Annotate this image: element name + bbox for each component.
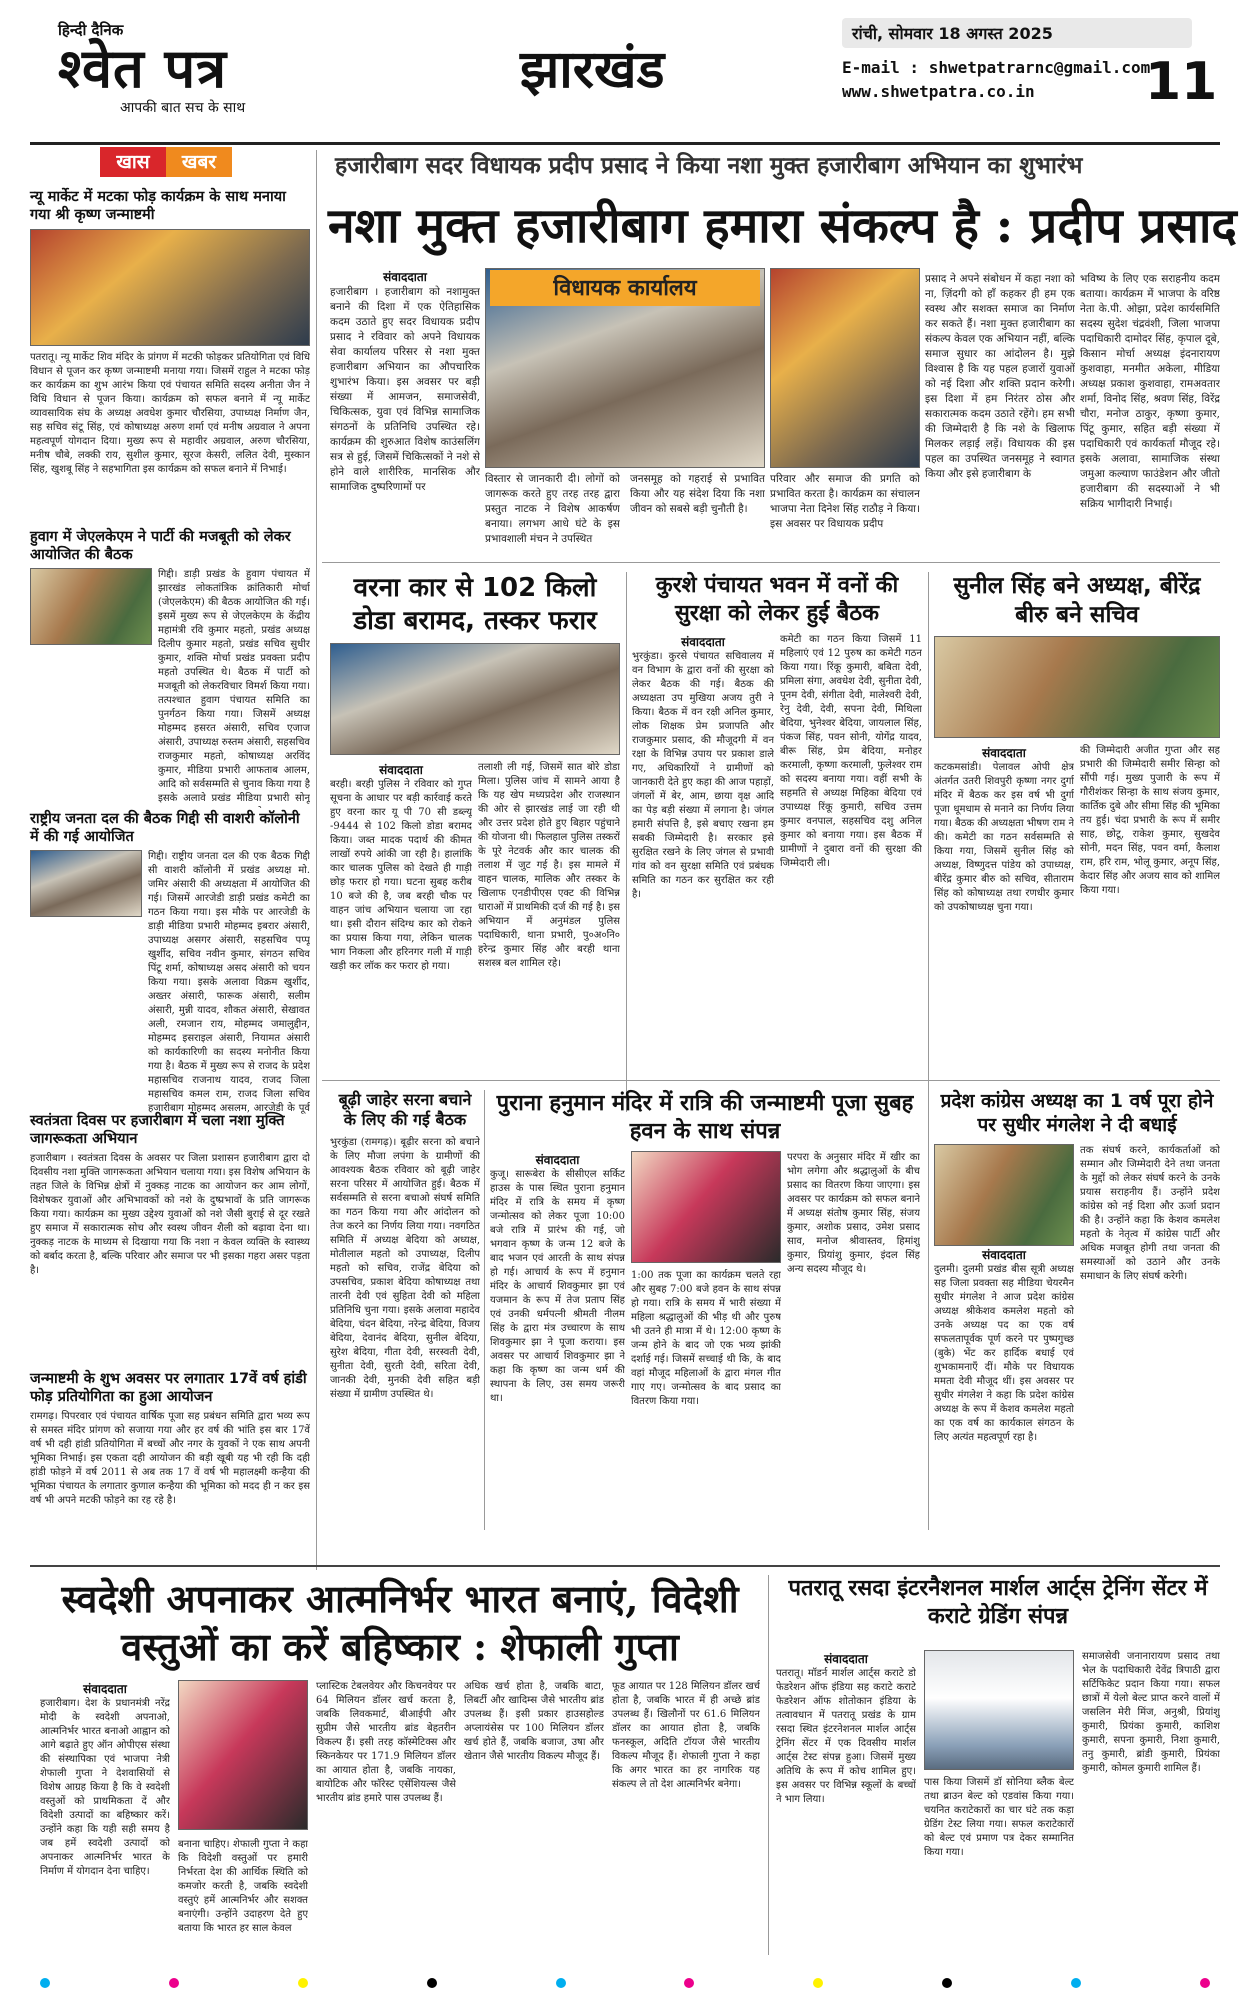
story-photo	[30, 229, 310, 346]
story-headline: जन्माष्टमी के शुभ अवसर पर लगातार 17वें वर्ष हांडी फोड़ प्रतियोगिता का हुआ आयोजन	[30, 1371, 307, 1406]
story-body: 1:00 तक पूजा का कार्यक्रम चलते रहा और सुबह 7:00 बजे हवन के साथ संपन्न हो गया। रात्रि के समय में भारी संख्या में महिला श्रद्धालुओं की भीड़ थी और पुरुष भी उतने ही मात्रा में थे। 12:00 कृष्ण के जन्म होने के बाद जो एक भव्य झांकी दर्शाई गई। जिसमें सच्चाई थी कि, के बाद वहां मौजूद महिलाओं के द्वारा मंगल गीत गाए गए। जन्मोत्सव के बाद प्रसाद का वितरण किया गया।	[631, 1270, 781, 1407]
story-body: तक संघर्ष करने, कार्यकर्ताओं को सम्मान और जिम्मेदारी देने तथा जनता के मुद्दों को लेकर संघर्ष करने के उनके प्रयास सराहनीय हैं। उन्होंने प्रदेश कांग्रेस को नई दिशा और ऊर्जा प्रदान की है। उन्होंने कहा कि केशव कमलेश महतो के नेतृत्व में कांग्रेस पार्टी और अधिक मजबूत होगी तथा जनता की समस्याओं को उठाने और उनके समाधान के लिए संघर्ष करेगी।	[1080, 1144, 1220, 1282]
khas-label: खास	[100, 147, 166, 177]
story-budhi	[330, 1090, 480, 1506]
newspaper-name: श्वेत पत्र	[58, 36, 228, 100]
story-body: पतरातू। मॉडर्न मार्शल आर्ट्स कराटे डो फेडरेशन ऑफ इंडिया सह कराटे कराटे फेडरेशन ऑफ शोतोकान इंडिया के तत्वावधान में पतरातू प्रखंड के ग्राम रसदा स्थित इंटरनेशनल मार्शल आर्ट्स ट्रेनिंग सेंटर में एक दिवसीय मार्शल आर्ट्स टेस्ट संपन्न हुआ। जिसमें मुख्य अतिथि के रूप में कोच शामिल हुए। इस अवसर पर विभिन्न स्कूलों के बच्चों ने भाग लिया।	[776, 1668, 916, 1805]
story-byline: संवाददाता	[83, 1682, 127, 1696]
story-body: हजारीबाग । स्वतंत्रता दिवस के अवसर पर जिला प्रशासन हजारीबाग द्वारा दो दिवसीय नशा मुक्ति जागरूकता अभियान चलाया गया। इस विशेष अभियान के तहत जिले के विभिन्न क्षेत्रों में नुक्कड़ नाटक का आयोजन कर आम लोगों, विशेषकर युवाओं और अभिभावकों को नशे के दुष्प्रभावों के प्रति जागरूक किया गया। कार्यक्रम का मुख्य उद्देश्य युवाओं को नशे जैसी बुराई से दूर रखते हुए समाज में सकारात्मक सोच और स्वस्थ जीवन शैली को बढ़ावा देना था। नुक्कड़ नाटक के माध्यम से दिखाया गया कि नशा न केवल व्यक्ति के स्वास्थ्य को बर्बाद करता है, बल्कि परिवार और समाज पर भी इसका गहरा असर पड़ता है।	[30, 1153, 310, 1277]
lead-headline: नशा मुक्त हजारीबाग हमारा संकल्प है : प्रदीप प्रसाद	[328, 198, 1237, 254]
lead-text: परिवार और समाज की प्रगति को प्रभावित करता है। कार्यक्रम का संचालन भाजपा नेता दिनेश सिंह राठौड़ ने किया। इस अवसर पर विधायक प्रदीप	[770, 473, 920, 530]
story-headline: न्यू मार्केट में मटका फोड़ कार्यक्रम के साथ मनाया गया श्री कृष्ण जन्माष्टमी	[30, 189, 286, 224]
story-headline: प्रदेश कांग्रेस अध्यक्ष का 1 वर्ष पूरा होने पर सुधीर मंगलेश ने दी बधाई	[940, 1090, 1214, 1136]
column-divider	[316, 150, 317, 1570]
magenta-dot	[169, 1978, 179, 1988]
page-number: 11	[1145, 52, 1218, 112]
story-body: समाजसेवी जनानारायण प्रसाद तथा भेल के पदाधिकारी देवेंद्र त्रिपाठी द्वारा सर्टिफिकेट प्रदान किया गया। सफल छात्रों में येलो बेल्ट प्राप्त करने वालों में जसलिन मेरी मिंज, अनुश्री, प्रियांशु कुमारी, प्रियंका कुमारी, काशिश कुमारी, सपना कुमारी, निशा कुमारी, तनु कुमारी, ब्रांडी कुमारी, प्रियंका कुमारी, कोमल कुमारी शामिल हैं।	[1082, 1651, 1220, 1774]
lead-byline: संवाददाता	[383, 270, 427, 284]
story-body: गिद्दी। डाड़ी प्रखंड के हुवाग पंचायत में झारखंड लोकतांत्रिक क्रांतिकारी मोर्चा (जेएलकेएम) की बैठक आयोजित की गई। इसमें मुख्य रूप से जेएलकेएम के केंद्रीय महामंत्री रवि कुमार महतो, प्रखंड अध्यक्ष दिलीप कुमार महतो, प्रखंड सचिव सुधीर कुमार, शक्ति मोर्चा प्रखंड प्रवक्ता प्रदीप महतो उपस्थित थे। बैठक में पार्टी को मजबूती को लेकरविचार विमर्श किया गया। तत्पश्चात हुवाग पंचायत समिति का पुनर्गठन किया गया। जिसमें अध्यक्ष मोहम्मद हसरत अंसारी, सचिव एजाज अंसारी, उपाध्यक्ष रुस्तम अंसारी, सहसचिव राजकुमार महतो, कोषाध्यक्ष अरविंद कुमार, मीडिया प्रभारी आफताब आलम, आदि को सर्वसम्मति से चुनाव किया गया है इसके अलावे प्रखंड मीडिया प्रभारी सोनू	[158, 569, 310, 805]
story-headline: राष्ट्रीय जनता दल की बैठक गिद्दी सी वाशरी कॉलोनी में की गई आयोजित	[30, 811, 300, 846]
story-photo	[934, 636, 1220, 738]
khabar-label: खबर	[166, 147, 232, 177]
story-body: कुजू। सारूबेरा के सीसीएल सर्किट हाउस के पास स्थित पुराना हनुमान मंदिर में रात्रि के समय में कृष्ण जन्मोत्सव को लेकर पूजा 10:00 बजे रात्रि में प्रारंभ की गई, जो भगवान कृष्ण के जन्म 12 बजे के बाद भजन एवं आरती के साथ संपन्न हो गई। आचार्य के रूप में हनुमान मंदिर के आचार्य शिवकुमार झा एवं यजमान के रूप में तेज प्रताप सिंह एवं उनकी धर्मपत्नी श्रीमती नीलम सिंह के द्वारा मंत्र उच्चारण के साथ शिवकुमार झा ने पूजा कराया। इस अवसर पर आचार्य शिवकुमार झा ने कहा कि कृष्ण का जन्म धर्म की स्थापना के लिए, उस समय जरूरी था।	[490, 1169, 625, 1404]
story-body: बरही। बरही पुलिस ने रविवार को गुप्त सूचना के आधार पर बड़ी कार्रवाई करते हुए वरना कार यू पी 70 सी डब्ल्यू -9444 से 102 किलो डोडा बरामद किया। जब्त मादक पदार्थ की कीमत लाखों रुपये आंकी जा रही है। हालांकि कार चालक पुलिस को देखते ही गाड़ी छोड़ फरार हो गया। घटना सुबह करीब 10 बजे की है, जब बरही चौक पर वाहन जांच अभियान चलाया जा रहा था। इसी दौरान संदिग्ध कार को रोकने का प्रयास किया गया, लेकिन चालक भाग निकला और हरिनगर गली में गाड़ी खड़ी कर लॉक कर फरार हो गया।	[330, 779, 472, 972]
cyan-dot	[40, 1978, 50, 1988]
story-byline: संवाददाता	[982, 745, 1026, 760]
story-headline: स्वतंत्रता दिवस पर हजारीबाग में चला नशा मुक्ति जागरूकता अभियान	[30, 1113, 285, 1148]
story-body: अधिक खर्च होता है, जबकि बाटा, लिबर्टी और खादिम्स जैसे भारतीय ब्रांड उपलब्ध हैं। इसी प्रकार हाउसहोल्ड अप्लायंसेस पर 100 मिलियन डॉलर खर्च होते हैं, जबकि बजाज, उषा और खेतान जैसे भारतीय विकल्प मौजूद हैं।	[464, 1681, 604, 1762]
story-byline: संवाददाता	[824, 1652, 868, 1666]
lead-text: जनसमूह को गहराई से प्रभावित किया और यह संदेश दिया कि नशा जीवन को सबसे बड़ी चुनौती है।	[630, 473, 765, 515]
story-body: की जिम्मेदारी अजीत गुप्ता और सह प्रभारी की जिम्मेदारी समीर सिन्हा को सौंपी गई। मुख्य पुजारी के रूप में गौरीशंकर सिन्हा के साथ संजय कुमार, कार्तिक दुबे और सीमा सिंह की भूमिका तय हुई। चंदा प्रभारी के रूप में समीर साह, छोटू, राकेश कुमार, सुखदेव सोनी, मदन सिंह, पवन वर्मा, कैलाश राम, हरि राम, भोलू कुमार, अनूप सिंह, केदार सिंह और अजय साव को शामिल किया गया।	[1080, 744, 1220, 896]
swadeshi-col-1	[40, 1680, 170, 1967]
left-story-3	[30, 810, 310, 1115]
story-headline: बूढ़ी जाहेर सरना बचाने के लिए की गई बैठक	[338, 1090, 472, 1129]
story-headline: कुरशे पंचायत भवन में वनों की सुरक्षा को लेकर हुई बैठक	[655, 573, 899, 626]
story-body: भुरकुंडा। कुरसे पंचायत सचिवालय में वन विभाग के द्वारा वनों की सुरक्षा को लेकर बैठक की गई। बैठक की अध्यक्षता उप मुखिया अजय तुरी ने किया। बैठक में वन रक्षी अनिल कुमार, लोक शिक्षक प्रेम प्रजापति और राजकुमार प्रसाद, की मौजूदगी में वन रक्षा के विभिन्न उपाय पर प्रकाश डाले गए, अधिकारियों ने ग्रामीणों को जानकारी देते हुए कहा की आज पहाड़ों, जंगलों में बेर, आम, छाया वृक्ष आदि का पेड़ बड़ी संख्या में लगाना है। जंगल हमारी संपत्ति है, इसे बचाए रखना हम सबकी जिम्मेदारी है। सरकार इसे सुरक्षित रखने के लिए जंगल से प्रभावी गांव को वन सुरक्षा समिति एवं प्रबंधक समिति का गठन कर सुरक्षित कर रही है।	[632, 651, 774, 900]
story-body: तलाशी ली गई, जिसमें सात बोरे डोडा मिला। पुलिस जांच में सामने आया है कि यह खेप मध्यप्रदेश और राजस्थान की ओर से झारखंड लाई जा रही थी और उत्तर प्रदेश होते हुए बिहार पहुंचाने की योजना थी। फिलहाल पुलिस तस्करों के पूरे नेटवर्क और कार चालक की तलाश में जुट गई है। इस मामले में वाहन चालक, मालिक और तस्कर के खिलाफ एनडीपीएस एक्ट की विभिन्न धाराओं में प्राथमिकी दर्ज की गई है। इस अभियान में अनुमंडल पुलिस पदाधिकारी, थाना प्रभारी, पु०अ०नि० हरेन्द्र कुमार सिंह और बरही थाना सशस्त्र बल शामिल रहे।	[478, 762, 620, 969]
story-headline: स्वदेशी अपनाकर आत्मनिर्भर भारत बनाएं, विदेशी वस्तुओं का करें बहिष्कार : शेफाली गुप्ता	[61, 1576, 739, 1669]
story-headline: हुवाग में जेएलकेएम ने पार्टी की मजबूती को लेकर आयोजित की बैठक	[30, 529, 291, 564]
story-body: दुलमी। दुलमी प्रखंड बीस सूत्री अध्यक्ष सह जिला प्रवक्ता सह मीडिया चेयरमैन सुधीर मंगलेश ने आज प्रदेश कांग्रेस अध्यक्ष श्रीकेशव कमलेश महतो को उनके अध्यक्ष पद का एक वर्ष सफलतापूर्वक पूर्ण करने पर पुष्पगुच्छ (बुके) भेंट कर हार्दिक बधाई एवं शुभकामनाएँ दीं। मौके पर विधायक ममता देवी मौजूद थीं। इस अवसर पर सुधीर मंगलेश ने कहा कि प्रदेश कांग्रेस अध्यक्ष के रूप में केशव कमलेश महतो का एक वर्ष का कार्यकाल संगठन के लिए अत्यंत महत्वपूर्ण रहा है।	[934, 1263, 1074, 1443]
lead-photo-2	[770, 268, 920, 468]
story-body: कमेटी का गठन किया जिसमें 11 महिलाएं एवं 12 पुरुष का कमेटी गठन किया गया। रिंकू कुमारी, बबिता देवी, प्रमिला संगा, अवधेश देवी, सुनीता देवी, पूनम देवी, संगीता देवी, मालेश्वरी देवी, रेनु देवी, देवी, सपना देवी, मिथिला बेदिया, भुनेश्वर बेदिया, जायलाल सिंह, पंकज सिंह, पवन सोनी, योगेंद्र यादव, बीरू सिंह, प्रेम बेदिया, मनोहर करमाली, कृष्णा करमाली, फुलेश्वर राम को सदस्य बनाया गया। वहीं सभी के सहमति से अध्यक्ष मिहिका बेदिया एवं उपाध्यक्ष रिंकू कुमारी, सचिव उत्तम कुमार वनपाल, सहसचिव दशु अनिल कुमार को बनाया गया। इस बैठक में ग्रामीणों ने दुबारा वनों की सुरक्षा की जिम्मेदारी ली।	[780, 634, 922, 869]
cyan-dot	[1071, 1978, 1081, 1988]
story-body: प्लास्टिक टेबलवेयर और किचनवेयर पर 64 मिलियन डॉलर खर्च करता है, जबकि लिवकमार्ट, बीआईपी और सुप्रीम जैसे भारतीय ब्रांड बेहतरीन विकल्प हैं। इसी तरह कॉस्मेटिक्स और स्किनकेयर पर 171.9 मिलियन डॉलर का आयात होता है, जबकि नायका, बायोटिक और फॉरेस्ट एसेंशियल्स जैसे भारतीय ब्रांड हमारे पास उपलब्ध हैं।	[316, 1681, 456, 1804]
story-body: कटकमसांडी। पेलावल ओपी क्षेत्र अंतर्गत उतरी शिवपुरी कृष्णा नगर दुर्गा मंदिर में बैठक कर इस वर्ष भी दुर्गा पूजा धूमधाम से मनाने का निर्णय लिया गया। बैठक की अध्यक्षता भीषण राम ने की। कमेटी का गठन सर्वसम्मति से किया गया, जिसमें सुनील सिंह को अध्यक्ष, विष्णुदत्त पांडेय को उपाध्यक्ष, बीरेंद्र कुमार बीरु को सचिव, सीताराम सिंह को कोषाध्यक्ष तथा रणधीर कुमार को उपकोषाध्यक्ष चुना गया।	[934, 761, 1074, 913]
story-body: रामगढ़। पिपरवार एवं पंचायत वार्षिक पूजा सह प्रबंधन समिति द्वारा भव्य रूप से समस्त मंदिर प्रांगण को सजाया गया और हर वर्ष की भांति इस बार 17वें वर्ष भी दही हांडी प्रतियोगिता में बच्चों और नगर के युवकों ने एक साथ अपनी भूमिका निभाई। इस एकता दही आयोजन की बड़ी खूबी यह भी रही कि दही हांडी फोड़ने में वर्ष 2011 से अब तक 17 वें वर्ष भी महालक्ष्मी कन्हैया की भूमिका पंचायत के लगातार कुणाल कन्हैया की भूमिका को मदद ही न कर इस वर्ष भी अपने मटकी फोड़ने का रह रहे है।	[30, 1411, 310, 1507]
divider	[322, 562, 1220, 563]
masthead-rule	[30, 142, 1220, 145]
lead-text: विस्तार से जानकारी दी। लोगों को जागरूक करते हुए तरह तरह द्वारा प्रस्तुत नाटक ने विशेष आकर्षण बनाया। लगभग आधे घंटे के इस प्रभावशाली मंचन ने उपस्थित	[485, 473, 620, 545]
story-body: फूड आयात पर 128 मिलियन डॉलर खर्च होता है, जबकि भारत में ही अच्छे ब्रांड उपलब्ध हैं। खिलौनों पर 61.6 मिलियन डॉलर का आयात होता है, जबकि फनस्कूल, अदिति टॉयज जैसे भारतीय विकल्प मौजूद हैं। शेफाली गुप्ता ने कहा कि अगर भारत का हर नागरिक यह संकल्प ले तो देश आत्मनिर्भर बनेगा।	[612, 1681, 760, 1790]
column-divider	[768, 1575, 769, 1955]
lead-photo-banner: विधायक कार्यालय	[490, 270, 760, 306]
story-photo	[934, 1144, 1074, 1246]
divider	[322, 1080, 1220, 1081]
story-body: परपरा के अनुसार मंदिर में खीर का भोग लगेगा और श्रद्धालुओं के बीच प्रसाद का वितरण किया जाएगा। इस अवसर पर कार्यक्रम को सफल बनाने में अध्यक्ष संतोष कुमार सिंह, संजय कुमार, अशोक प्रसाद, उमेश प्रसाद साव, मनोज श्रीवास्तव, हिमांशु कुमार, प्रियांशु कुमार, इंदल सिंह अन्य सदस्य मौजूद थे।	[787, 1152, 920, 1275]
story-byline: संवाददाता	[681, 635, 725, 649]
section-title: झारखंड	[520, 39, 665, 100]
magenta-dot	[1200, 1978, 1210, 1988]
story-photo	[30, 850, 142, 917]
column-divider	[484, 1090, 485, 1530]
story-hanuman	[490, 1090, 920, 1513]
masthead	[0, 0, 1246, 155]
column-divider	[928, 1090, 929, 1530]
dateline: रांची, सोमवार 18 अगस्त 2025	[842, 18, 1192, 48]
lead-text: हजारीबाग । हजारीबाग को नशामुक्त बनाने की दिशा में एक ऐतिहासिक कदम उठाते हुए सदर विधायक प्रदीप प्रसाद ने रविवार को अपने विधायक सेवा कार्यालय परिसर से नशा मुक्त हजारीबाग अभियान का औपचारिक शुभारंभ किया। इस अवसर पर बड़ी संख्या में आमजन, समाजसेवी, चिकित्सक, युवा एवं विभिन्न सामाजिक संगठनों के प्रतिनिधि उपस्थित रहे। कार्यक्रम की शुरुआत विशेष काउंसलिंग सत्र से हुई, जिसमें चिकित्सकों ने नशे से होने वाले शारीरिक, मानसिक और सामाजिक दुष्परिणामों पर	[330, 286, 480, 493]
story-body: हजारीबाग। देश के प्रधानमंत्री नरेंद्र मोदी के स्वदेशी अपनाओ, आत्मनिर्भर भारत बनाओ आह्वान को आगे बढ़ाते हुए ऑन ओपीएस संस्था की संस्थापिका एवं भाजपा नेत्री शेफाली गुप्ता ने देशवासियों से विशेष आग्रह किया है कि वे स्वदेशी वस्तुओं को प्राथमिकता दें और विदेशी उत्पादों का बहिष्कार करें। उन्होंने कहा कि यही सही समय है जब हमें स्वदेशी उत्पादों को अपनाकर आत्मनिर्भर भारत के निर्माण में योगदान देना चाहिए।	[40, 1698, 170, 1877]
left-story-5	[30, 1370, 310, 1545]
column-divider	[626, 572, 627, 1112]
story-byline: संवाददाता	[535, 1153, 580, 1167]
email-text: E-mail : shwetpatrarnc@gmail.com	[842, 58, 1151, 77]
story-body: पास किया जिसमें डॉ सोनिया ब्लैक बेल्ट तथा ब्राउन बेल्ट को एडवांस किया गया। चयनित कराटेकारों का चार घंटे तक कड़ा ग्रेडिंग टेस्ट लिया गया। सफल कराटेकारों को बेल्ट एवं प्रमाण पत्र देकर सम्मानित किया गया।	[924, 1777, 1074, 1858]
story-photo	[631, 1151, 781, 1263]
newspaper-subtitle: हिन्दी दैनिक	[58, 21, 124, 39]
left-story-1	[30, 188, 310, 521]
story-headline: पुराना हनुमान मंदिर में रात्रि की जन्माष्टमी पूजा सुबह हवन के साथ संपन्न	[496, 1091, 914, 1144]
story-karate	[776, 1575, 1220, 1630]
story-byline: संवाददाता	[379, 763, 423, 777]
website-link[interactable]: www.shwetpatra.co.in	[842, 82, 1035, 101]
newspaper-tagline: आपकी बात सच के साथ	[120, 100, 246, 116]
story-headline: वरना कार से 102 किलो डोडा बरामद, तस्कर फरार	[353, 573, 597, 636]
story-byline: संवाददाता	[982, 1247, 1026, 1262]
column-divider	[928, 572, 929, 1112]
story-congress	[934, 1090, 1220, 1519]
karate-col-1	[776, 1650, 916, 1952]
story-body: भुरकुंडा (रामगढ़)। बूढ़ीर सरना को बचाने के लिए मौजा लपंगा के ग्रामीणों की आवश्यक बैठक रविवार को बूढ़ी जाहेर सरना परिसर में आयोजित हुई। बैठक में सर्वसम्मति से सरना बचाओ संघर्ष समिति का गठन किया गया और आंदोलन को तेज करने का निर्णय लिया गया। नवगठित समिति में अध्यक्ष बेदिया को अध्यक्ष, मोतीलाल महतो को उपाध्यक्ष, दिलीप महतो को सचिव, राजेंद्र बेदिया को उपसचिव, प्रकाश बेदिया कोषाध्यक्ष तथा तारनी देवी एवं सुहिता देवी को महिला प्रतिनिधि चुना गया। इसके अलावा महादेव बेदिया, चंदन बेदिया, नरेन्द्र बेदिया, विजय बेदिया, देवानंद बेदिया, सुनील बेदिया, सुरेश बेदिया, गीता देवी, सरस्वती देवी, सुनीता देवी, सुरती देवी, सरिता देवी, जानकी देवी, मुनकी देवी सहित बड़ी संख्या में ग्रामीण उपस्थित थे।	[330, 1137, 480, 1400]
yellow-dot	[298, 1978, 308, 1988]
lead-kicker: हजारीबाग सदर विधायक प्रदीप प्रसाद ने किया नशा मुक्त हजारीबाग अभियान का शुभारंभ	[335, 153, 1083, 179]
karate-photo	[924, 1650, 1074, 1770]
black-dot	[427, 1978, 437, 1988]
story-headline: सुनील सिंह बने अध्यक्ष, बीरेंद्र बीरु बने सचिव	[953, 573, 1201, 628]
story-photo	[330, 643, 620, 755]
shefali-gupta-photo	[178, 1680, 308, 1830]
story-kurse	[632, 572, 922, 1020]
story-sunil	[934, 572, 1220, 1016]
magenta-dot	[684, 1978, 694, 1988]
black-dot	[942, 1978, 952, 1988]
lead-text: भविष्य के लिए एक सराहनीय कदम बताया। कार्यक्रम में भाजपा के वरिष्ठ नेता के.पी. ओझा, प्रदेश कार्यसमिति सदस्य सुदेश चंद्रवंशी, जिला भाजपा पदाधिकारी दामोदर सिंह, कृपाल दूबे, किसान मोर्चा अध्यक्ष इंदनारायण कुशवाहा, मनमीत अकेला, मीडिया अध्यक्ष प्रकाश कुशवाहा, रामअवतार शर्मा, विनोद सिंह, श्रवण सिंह, विरेंद्र चौरा, मनोज ठाकुर, कृष्णा कुमार, पिंटू कुमार, सहित बड़ी संख्या में पदाधिकारी एवं कार्यकर्ता मौजूद रहे। इसके अलावा, सामाजिक संस्था जमुआ कल्याण फाउंडेशन और जीतो हजारीबाग की सदस्याओं ने भी सक्रिय भागीदारी निभाई।	[1080, 273, 1220, 510]
story-swadeshi	[40, 1575, 760, 1671]
cyan-dot	[556, 1978, 566, 1988]
khas-khabar-label	[100, 147, 232, 177]
story-body: गिद्दी। राष्ट्रीय जनता दल की एक बैठक गिद्दी सी वाशरी कॉलोनी में प्रखंड अध्यक्ष मो. जमिर अंसारी की अध्यक्षता में आयोजित की गई। जिसमें आरजेडी डाड़ी प्रखंड कमेटी का गठन किया गया। इस मौके पर आरजेडी के डाड़ी मीडिया प्रभारी मोहम्मद इबरार अंसारी, उपाध्यक्ष असगर अंसारी, सहसचिव पप्पू खुर्शीद, सचिव नवीन कुमार, संगठन सचिव पिंटू शर्मा, कोषाध्यक्ष असद अंसारी को चयन किया गया। इसके अलावा विक्रम खुर्शीद, अख्तर अंसारी, फारूक अंसारी, सलीम अंसारी, मुन्नी यादव, शौकत अंसारी, सेखावत अली, रमजान राय, मोहम्मद जमालुद्दीन, मोहम्मद इसराइल अंसारी, नियामत अंसारी को कार्यकारिणी का सदस्य मनोनीत किया गया है। बैठक में मुख्य रूप से राजद के प्रदेश महासचिव राजनाथ यादव, राजद जिला महासचिव कमल राम, राजद जिला सचिव हजारीबाग मोहम्मद असलम, आरजेडी के पूर्व	[148, 851, 310, 1115]
story-varna	[330, 572, 620, 1033]
lead-col-1	[330, 268, 480, 570]
left-story-4	[30, 1112, 310, 1357]
divider	[30, 1565, 1220, 1567]
lead-text: प्रसाद ने अपने संबोधन में कहा नशा को ना, ज़िंदगी को हाँ कहकर ही हम एक स्वस्थ और सशक्त समाज का निर्माण कर सकते हैं। नशा मुक्त हजारीबाग का संकल्प केवल एक अभियान नहीं, बल्कि समाज सुधार का आंदोलन है। मुझे विश्वास है कि यह पहल हजारों युवाओं को नई दिशा और शक्ति प्रदान करेगी। इस दिशा में हम निरंतर ठोस और सकारात्मक कदम उठाते रहेंगे। हम सभी की जिम्मेदारी है कि नशे के खिलाफ मिलकर लड़ाई लड़ें। विधायक की इस पहल का उपस्थित जनसमूह ने स्वागत किया और इसे हजारीबाग के	[925, 273, 1075, 480]
story-body: पतरातू। न्यू मार्केट शिव मंदिर के प्रांगण में मटकी फोड़कर प्रतियोगिता एवं विधि विधान से पूजन कर कृष्ण जन्माष्टमी मनाया गया। जिसमें राहुल ने मटका फोड़ कर कार्यक्रम का शुभ आरंभ किया एवं पंचायत समिति सदस्य अनीता जैन ने विधि विधान से पूजन किया। कार्यक्रम को सफल बनाने में न्यू मार्केट व्यावसायिक संघ के अध्यक्ष अवधेश कुमार चौरसिया, उपाध्यक्ष निर्माण जैन, सह सचिव संटू सिंह, एवं कोषाध्यक्ष अरुण शर्मा एवं मनीष अग्रवाल ने अपना महत्वपूर्ण योगदान दिया। मुख्य रूप से महावीर अग्रवाल, अरुण चौरसिया, मनीष चौबे, लक्की राय, सुशील कुमार, सूरज केसरी, ललित देवी, मुस्कान सिंह, खुशबू सिंह ने सहभागिता इस कार्यक्रम को सफल बनाने में निभाई।	[30, 352, 310, 476]
contact-info	[842, 56, 1150, 104]
left-story-2	[30, 528, 310, 808]
story-headline: पतरातू रसदा इंटरनैशनल मार्शल आर्ट्स ट्रेनिंग सेंटर में कराटे ग्रेडिंग संपन्न	[788, 1576, 1208, 1629]
story-photo	[30, 568, 152, 645]
story-body: बनाना चाहिए। शेफाली गुप्ता ने कहा कि विदेशी वस्तुओं पर हमारी निर्भरता देश की आर्थिक स्थिति को कमजोर करती है, जबकि स्वदेशी वस्तुएं हमें आत्मनिर्भर और सशक्त बनाएंगी। उन्होंने उदाहरण देते हुए बताया कि भारत हर साल केवल	[178, 1839, 308, 1934]
print-registration-marks	[40, 1978, 1210, 1990]
yellow-dot	[813, 1978, 823, 1988]
